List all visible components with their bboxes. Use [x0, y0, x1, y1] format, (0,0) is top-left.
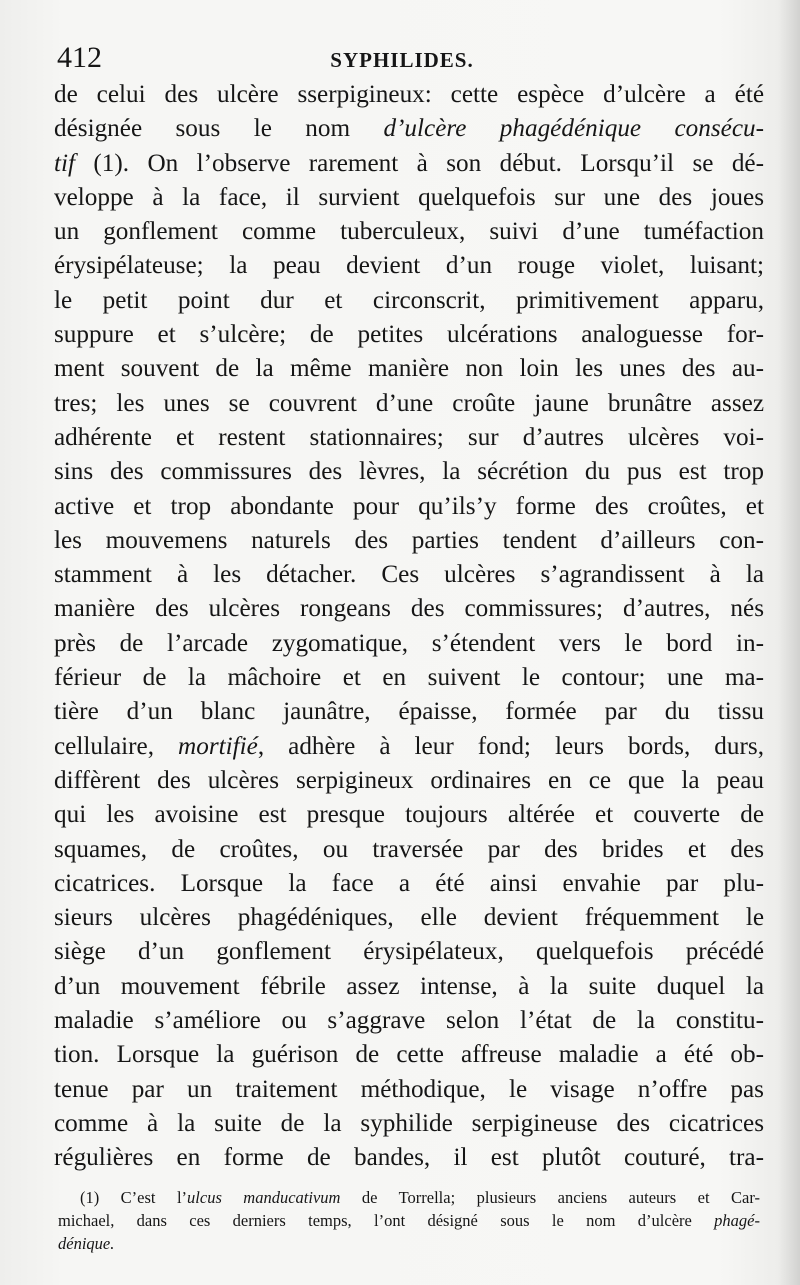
- italic-run: ulcus manducativum: [187, 1188, 341, 1207]
- body-line: [54, 798, 764, 832]
- body-line: [54, 284, 764, 318]
- italic-run: dénique.: [58, 1234, 115, 1253]
- text-run: siège d’un gonflement érysipélateux, quelquefois précédé: [54, 938, 764, 966]
- body-line: [54, 455, 764, 489]
- body-line: [54, 78, 764, 112]
- body-line: [54, 1038, 764, 1072]
- text-run: adhérente et restent stationnaires; sur d’autres ulcères voi-: [54, 423, 764, 451]
- page-edge-shadow: [778, 0, 800, 1285]
- text-run: diffèrent des ulcères serpigineux ordinaires en ce que la peau: [54, 766, 764, 794]
- text-run: un gonflement comme tuberculeux, suivi d’une tuméfaction: [54, 218, 764, 246]
- body-line: [54, 524, 764, 558]
- text-run: suppure et s’ulcère; de petites ulcérations analoguesse for-: [54, 321, 764, 349]
- body-line: [54, 215, 764, 249]
- text-run: d’un mouvement fébrile assez intense, à la suite duquel la: [54, 972, 764, 1000]
- text-run: veloppe à la face, il survient quelquefois sur une des joues: [54, 183, 764, 211]
- text-run: de Torrella; plusieurs anciens auteurs et Car-: [340, 1188, 760, 1207]
- footnote-line: [58, 1186, 760, 1209]
- body-line: [54, 935, 764, 969]
- body-line: [54, 970, 764, 1004]
- text-run: comme à la suite de la syphilide serpigineuse des cicatrices: [54, 1109, 764, 1137]
- body-line: [54, 147, 764, 181]
- body-line: [54, 661, 764, 695]
- text-run: les mouvemens naturels des parties tendent d’ailleurs con-: [54, 526, 764, 554]
- body-line: [54, 421, 764, 455]
- running-head: SYPHILIDES.: [330, 48, 474, 72]
- text-run: (1). On l’observe rarement à son début. Lorsqu’il se dé-: [75, 149, 764, 177]
- italic-run: tif: [54, 149, 75, 177]
- text-run: maladie s’améliore ou s’aggrave selon l’état de la constitu-: [54, 1007, 764, 1035]
- italic-run: mortifié: [178, 732, 258, 760]
- footnote-line: [58, 1232, 760, 1255]
- text-run: le petit point dur et circonscrit, primitivement apparu,: [54, 286, 764, 314]
- footnote-line: [58, 1209, 760, 1232]
- body-line: [54, 1107, 764, 1141]
- text-run: ment souvent de la même manière non loin les unes des au-: [54, 355, 764, 383]
- italic-run: phagé-: [714, 1211, 760, 1230]
- text-run: tière d’un blanc jaunâtre, épaisse, formée par du tissu: [54, 698, 764, 726]
- text-run: manière des ulcères rongeans des commissures; d’autres, nés: [54, 595, 764, 623]
- body-line: [54, 1073, 764, 1107]
- body-line: [54, 558, 764, 592]
- body-line: [54, 490, 764, 524]
- text-run: qui les avoisine est presque toujours altérée et couverte de: [54, 801, 764, 829]
- italic-run: d’ulcère phagédénique consécu-: [383, 115, 764, 143]
- text-run: cicatrices. Lorsque la face a été ainsi envahie par plu-: [54, 869, 764, 897]
- text-run: de celui des ulcère sserpigineux: cette espèce d’ulcère a été: [54, 81, 764, 108]
- body-line: [54, 730, 764, 764]
- text-run: sieurs ulcères phagédéniques, elle devient fréquemment le: [54, 904, 764, 932]
- body-line: [54, 901, 764, 935]
- body-text: [54, 78, 764, 1176]
- body-line: [54, 318, 764, 352]
- text-run: près de l’arcade zygomatique, s’étendent vers le bord in-: [54, 629, 764, 657]
- body-line: [54, 695, 764, 729]
- text-run: érysipélateuse; la peau devient d’un rouge violet, luisant;: [54, 252, 764, 280]
- text-run: active et trop abondante pour qu’ils’y forme des croûtes, et: [54, 492, 764, 520]
- body-line: [54, 592, 764, 626]
- body-line: [54, 1004, 764, 1038]
- page-number: 412: [57, 41, 102, 74]
- body-line: [54, 764, 764, 798]
- body-line: [54, 1141, 764, 1175]
- body-line: [54, 112, 764, 146]
- text-run: tres; les unes se couvrent d’une croûte jaune brunâtre assez: [54, 389, 764, 417]
- body-line: [54, 867, 764, 901]
- text-run: cellulaire,: [54, 732, 179, 760]
- text-run: tenue par un traitement méthodique, le visage n’offre pas: [54, 1075, 764, 1103]
- text-run: régulières en forme de bandes, il est plutôt couturé, tra-: [54, 1144, 764, 1172]
- body-line: [54, 249, 764, 283]
- body-line: [54, 387, 764, 421]
- text-run: stamment à les détacher. Ces ulcères s’agrandissent à la: [54, 561, 764, 589]
- text-run: (1) C’est l’: [80, 1188, 188, 1207]
- text-run: michael, dans ces derniers temps, l’ont désigné sous le nom d’ulcère: [58, 1211, 715, 1230]
- body-line: [54, 352, 764, 386]
- body-line: [54, 181, 764, 215]
- body-line: [54, 627, 764, 661]
- page-header: [57, 40, 747, 80]
- footnote: [58, 1186, 760, 1255]
- text-run: désignée sous le nom: [54, 115, 384, 143]
- text-run: férieur de la mâchoire et en suivent le contour; une ma-: [54, 664, 764, 692]
- text-run: squames, de croûtes, ou traversée par des brides et des: [54, 835, 764, 863]
- text-run: tion. Lorsque la guérison de cette affreuse maladie a été ob-: [54, 1041, 764, 1069]
- text-run: sins des commissures des lèvres, la sécrétion du pus est trop: [54, 458, 764, 486]
- body-line: [54, 833, 764, 867]
- text-run: , adhère à leur fond; leurs bords, durs,: [257, 732, 764, 760]
